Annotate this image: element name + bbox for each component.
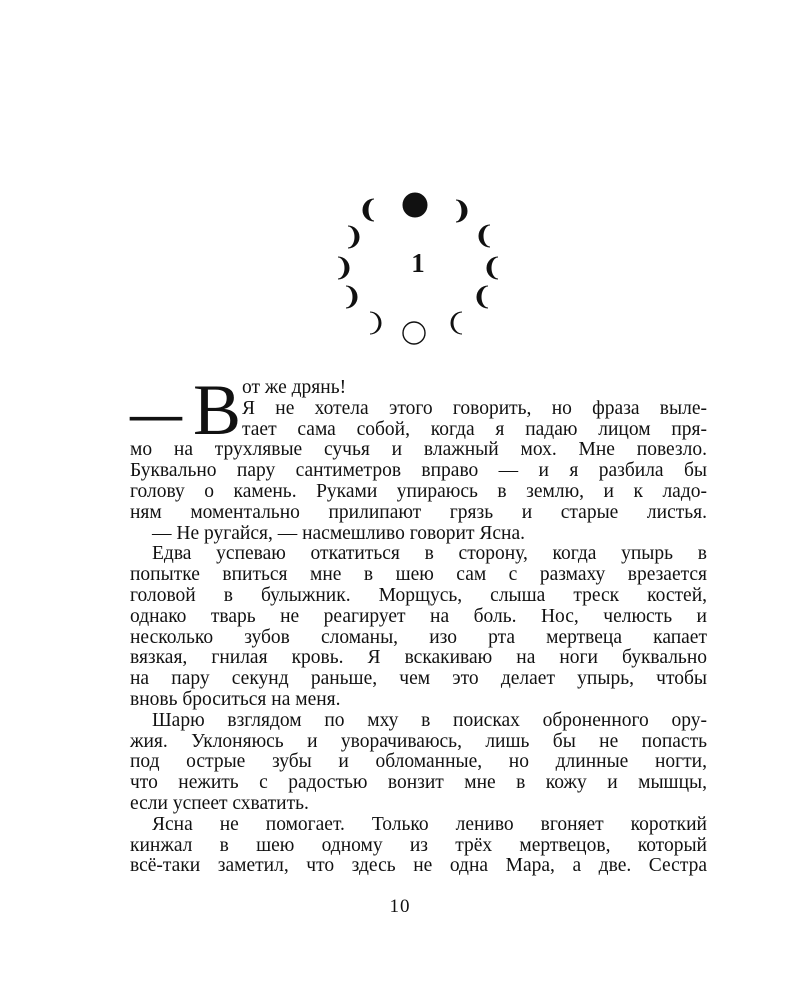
text-line: тает сама собой, когда я падаю лицом пря- — [242, 418, 707, 440]
text-line: что нежить с радостью вонзит мне в кожу и мышцы, — [130, 772, 707, 794]
crescent-left-3-icon — [346, 286, 357, 308]
gibbous-moon-right-icon — [456, 200, 467, 222]
crescent-right-3-icon — [477, 286, 488, 308]
text-line: голову о камень. Руками упираюсь в землю, и к ладо- — [130, 480, 707, 502]
crescent-right-2-icon — [487, 257, 498, 279]
text-line: всё-таки заметил, что здесь не одна Мара, а две. Сестра — [130, 855, 707, 877]
text-line: — Не ругайся, — насмешливо говорит Ясна. — [152, 522, 525, 544]
text-line: под острые зубы и обломанные, но длинные ногти, — [130, 751, 707, 773]
chapter-ornament — [312, 180, 522, 360]
text-line: от же дрянь! — [242, 377, 347, 398]
text-line: головой в булыжник. Морщусь, слыша треск костей, — [130, 584, 707, 606]
crescent-left-2-icon — [338, 257, 349, 279]
dropcap-dash: — — [130, 386, 182, 443]
text-line: однако тварь не реагирует на боль. Нос, челюсть и — [130, 605, 707, 627]
thin-crescent-right-icon — [451, 312, 462, 334]
thin-crescent-left-icon — [370, 312, 381, 334]
text-line: попытке впиться мне в шею сам с размаху врезается — [130, 564, 707, 586]
text-line: кинжал в шею одному из трёх мертвецов, который — [130, 834, 707, 856]
new-moon-icon — [403, 322, 425, 344]
text-line: ням моментально прилипают грязь и старые листья. — [130, 501, 707, 523]
text-line: вновь броситься на меня. — [130, 688, 341, 710]
dropcap-letter: В — [193, 370, 242, 450]
text-line: несколько зубов сломаны, изо рта мертвеца капает — [130, 626, 707, 648]
text-line: если успеет схватить. — [130, 792, 309, 814]
text-line: мо на трухлявые сучья и влажный мох. Мне повезло. — [130, 439, 707, 461]
text-line: вязкая, гнилая кровь. Я вскакиваю на ноги буквально — [130, 647, 707, 669]
text-line: Буквально пару сантиметров вправо — и я разбила бы — [130, 460, 707, 482]
crescent-left-1-icon — [348, 226, 359, 248]
gibbous-moon-left-icon — [363, 199, 374, 221]
page-number: 10 — [389, 896, 411, 917]
text-line: жия. Уклоняюсь и уворачиваюсь, лишь бы не попасть — [130, 730, 707, 752]
text-line: Ясна не помогает. Только лениво вгоняет короткий — [152, 813, 707, 835]
chapter-text — [130, 370, 707, 877]
text-line: Едва успеваю откатиться в сторону, когда упырь в — [152, 543, 707, 565]
text-line: Я не хотела этого говорить, но фраза выле- — [242, 397, 707, 419]
text-line: Шарю взглядом по мху в поисках оброненного ору- — [152, 709, 707, 731]
text-line: на пару секунд раньше, чем это делает упырь, чтобы — [130, 668, 707, 690]
crescent-right-1-icon — [479, 225, 490, 247]
full-moon-icon — [403, 193, 427, 217]
chapter-number: 1 — [411, 248, 425, 278]
